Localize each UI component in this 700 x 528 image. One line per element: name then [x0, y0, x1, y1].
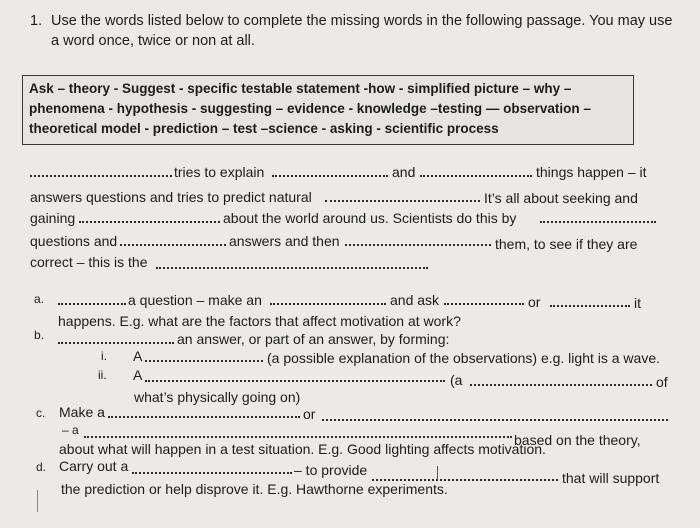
blank-p1-2[interactable] — [272, 175, 388, 177]
item-b-i-label: i. — [101, 349, 107, 363]
item-c-line3: about what will happen in a test situation. E.g. Good lighting affects motivation. — [59, 441, 546, 457]
question-instruction-line2: a word once, twice or non at all. — [51, 33, 255, 49]
item-d-label: d. — [36, 460, 47, 474]
blank-p3-1[interactable] — [79, 221, 220, 223]
item-a-line2: happens. E.g. what are the factors that affect motivation at work? — [58, 313, 461, 329]
item-d-carry: Carry out a — [59, 458, 129, 474]
passage-and: and — [392, 164, 416, 180]
blank-c-2[interactable] — [322, 419, 668, 421]
question-number: 1. — [30, 13, 43, 29]
item-b-ii-paren: (a — [450, 372, 463, 388]
word-bank-line2: phenomena - hypothesis - suggesting – evidence - knowledge –testing — observation – — [29, 101, 591, 116]
blank-a-1[interactable] — [58, 303, 126, 305]
blank-c-1[interactable] — [108, 416, 300, 418]
item-c-or: or — [303, 406, 316, 422]
item-a-text1: a question – make an — [128, 292, 262, 308]
margin-line — [37, 490, 38, 512]
blank-c-3[interactable] — [84, 436, 512, 438]
item-b-ii-line2: what’s physically going on) — [134, 389, 301, 405]
text-cursor-icon — [437, 466, 438, 480]
blank-a-4[interactable] — [550, 305, 630, 307]
blank-b-1[interactable] — [58, 342, 174, 344]
passage-answers-questions: answers questions and tries to predict natural — [30, 189, 312, 205]
blank-b-ii-2[interactable] — [470, 384, 652, 386]
item-b-label: b. — [34, 328, 45, 342]
blank-d-1[interactable] — [132, 472, 292, 474]
passage-things-happen: things happen – it — [536, 164, 647, 180]
item-b-ii-of: of — [656, 374, 668, 390]
blank-p1-3[interactable] — [420, 175, 532, 177]
blank-p2-1[interactable] — [325, 200, 480, 202]
item-a-it: it — [634, 295, 641, 311]
passage-about-world: about the world around us. Scientists do this by — [223, 210, 517, 226]
item-a-label: a. — [34, 292, 45, 306]
item-c-based: based on the theory, — [514, 432, 641, 448]
item-b-i-text: (a possible explanation of the observations) e.g. light is a wave. — [267, 350, 661, 366]
blank-p1-1[interactable] — [30, 175, 172, 177]
word-bank-line3: theoretical model - prediction – test –science - asking - scientific process — [29, 121, 499, 136]
blank-p4-2[interactable] — [345, 244, 491, 246]
item-c-make: Make a — [59, 404, 105, 420]
item-a-or: or — [528, 294, 541, 310]
passage-gaining: gaining — [30, 210, 76, 226]
blank-b-ii-1[interactable] — [145, 380, 445, 382]
item-d-line2: the prediction or help disprove it. E.g. Hawthorne experiments. — [61, 481, 448, 497]
word-bank-line1: Ask – theory - Suggest - specific testable statement -how - simplified picture – why – — [29, 81, 572, 96]
item-c-label: c. — [36, 406, 46, 420]
blank-p5-1[interactable] — [156, 267, 428, 269]
passage-answers-then: answers and then — [229, 233, 340, 249]
item-a-text2: and ask — [390, 292, 440, 308]
passage-them: them, to see if they are — [495, 236, 638, 252]
blank-a-2[interactable] — [270, 303, 386, 305]
item-b-text: an answer, or part of an answer, by forming: — [177, 331, 450, 347]
item-b-i-a: A — [133, 348, 143, 364]
question-instruction-line1: Use the words listed below to complete the missing words in the following passage. You may use — [51, 13, 673, 29]
item-d-provide: – to provide — [294, 462, 368, 478]
passage-questions-and: questions and — [30, 233, 118, 249]
passage-tries: tries to explain — [174, 164, 265, 180]
passage-seeking: It’s all about seeking and — [484, 190, 638, 206]
word-bank-box — [22, 75, 634, 145]
item-b-ii-label: ii. — [98, 368, 107, 382]
blank-p3-2[interactable] — [540, 221, 656, 223]
item-d-support: that will support — [562, 470, 660, 486]
item-b-ii-a: A — [133, 367, 143, 383]
item-c-dash-a: – a — [62, 423, 79, 437]
passage-correct: correct – this is the — [30, 254, 148, 270]
blank-a-3[interactable] — [444, 303, 524, 305]
blank-b-i[interactable] — [145, 360, 263, 362]
blank-p4-1[interactable] — [120, 244, 226, 246]
